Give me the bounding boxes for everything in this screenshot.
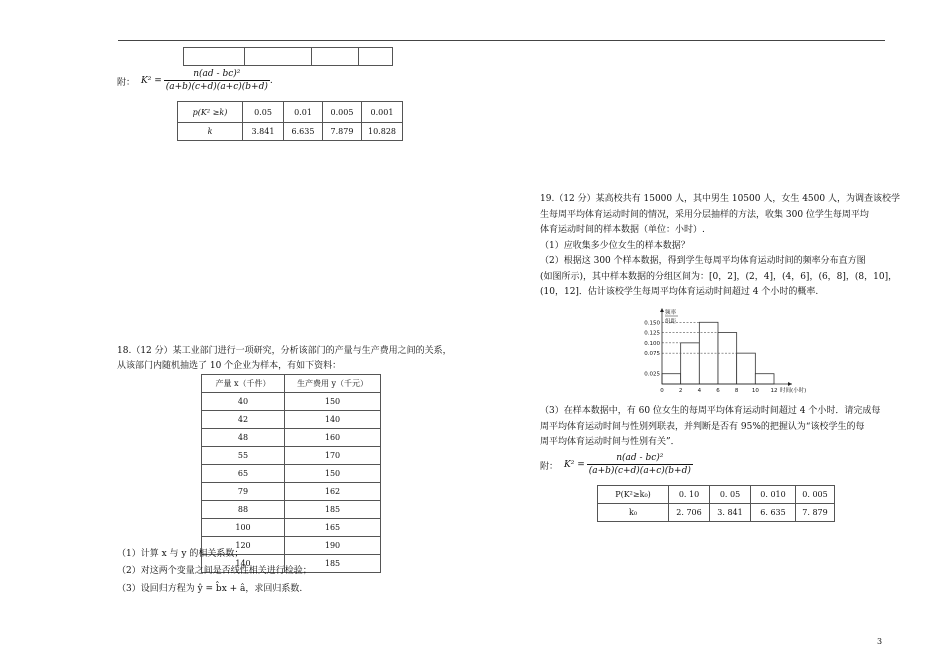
- table-row: [202, 483, 381, 501]
- table-header-cell: 0.005: [323, 102, 362, 123]
- table-cell: 48: [202, 429, 285, 447]
- table-row: [178, 102, 403, 123]
- histogram-bar: [662, 374, 681, 384]
- table-cell: 79: [202, 483, 285, 501]
- table-row: [598, 486, 835, 504]
- table-row: [202, 429, 381, 447]
- formula-numerator: n(ad - bc)²: [193, 69, 241, 79]
- table-row: [202, 375, 381, 393]
- q19-text-block: [540, 192, 900, 301]
- q18-subquestion-1: （1）计算 x 与 y 的相关系数；: [117, 549, 244, 559]
- formula-fraction: [587, 452, 693, 478]
- table-header-cell: 生产费用 y（千元）: [285, 375, 381, 393]
- table-row: [202, 501, 381, 519]
- y-tick-label: 0.075: [644, 351, 660, 358]
- table-cell: 165: [285, 519, 381, 537]
- q19-part3-line: 周平均体育运动时间与性别列联表，并判断是否有 95%的把握认为“该校学生的每: [540, 421, 865, 432]
- table-cell: 65: [202, 465, 285, 483]
- table-cell: 162: [285, 483, 381, 501]
- table-header-cell: 0. 010: [751, 486, 796, 504]
- y-tick-label: 0.100: [644, 340, 660, 347]
- table-row: [202, 447, 381, 465]
- table-cell: 2. 706: [669, 504, 710, 522]
- table-row: [598, 504, 835, 522]
- y-axis-arrow-icon: [660, 308, 664, 312]
- q19-line: 生每周平均体育运动时间的情况，采用分层抽样的方法，收集 300 位学生每周平均: [540, 209, 869, 220]
- table-header-cell: 0.05: [243, 102, 284, 123]
- q19-line: (10，12]．估计该校学生每周平均体育运动时间超过 4 个小时的概率.: [540, 287, 819, 297]
- q18-intro-line-2: 从该部门内随机抽选了 10 个企业为样本，有如下资料：: [117, 361, 342, 371]
- table-header-cell: 0.001: [362, 102, 403, 123]
- x-axis-label: 时间(小时): [780, 388, 807, 394]
- table-cell: 140: [285, 411, 381, 429]
- table-row: [184, 48, 393, 66]
- y-tick-label: 0.125: [644, 330, 660, 337]
- table-cell: k₀: [598, 504, 669, 522]
- table-cell: 3.841: [243, 123, 284, 141]
- table-cell: 140: [202, 555, 285, 573]
- table-cell: 120: [202, 537, 285, 555]
- q19-part3-line: 周平均体育运动时间与性别有关”．: [540, 437, 680, 447]
- x-tick-label: 2: [678, 388, 683, 394]
- table-cell: 42: [202, 411, 285, 429]
- table-cell: 10.828: [362, 123, 403, 141]
- table-cell: 100: [202, 519, 285, 537]
- y-axis-label-top: 频率: [665, 310, 677, 316]
- table-cell: 170: [285, 447, 381, 465]
- formula-numerator: n(ad - bc)²: [616, 453, 664, 463]
- table-cell: 7. 879: [796, 504, 835, 522]
- critical-value-table-left: [177, 101, 403, 141]
- chi-square-formula-top: [117, 68, 273, 94]
- formula-lhs: K² =: [141, 76, 162, 86]
- table-row: [202, 465, 381, 483]
- formula-label: 附：: [540, 461, 559, 472]
- header-rule: [118, 40, 885, 41]
- table-row: [202, 393, 381, 411]
- q19-line: (如图所示)，其中样本数据的分组区间为：[0，2]，(2，4]，(4，6]，(6，8]，(8，10]，: [540, 271, 898, 282]
- table-cell: 185: [285, 501, 381, 519]
- table-header-cell: p(K² ≥k): [178, 102, 243, 123]
- histogram-bar: [681, 343, 700, 384]
- chi-square-formula-right: [540, 452, 693, 478]
- table-header-cell: 0. 10: [669, 486, 710, 504]
- top-partial-table: [183, 47, 393, 66]
- table-cell: 88: [202, 501, 285, 519]
- table-header-cell: 0. 05: [710, 486, 751, 504]
- table-cell: [312, 48, 359, 66]
- q19-line: （2）根据这 300 个样本数据，得到学生每周平均体育运动时间的频率分布直方图: [540, 256, 866, 266]
- table-cell: 40: [202, 393, 285, 411]
- table-cell: 7.879: [323, 123, 362, 141]
- q18-data-table: [201, 374, 381, 573]
- table-header-cell: 0. 005: [796, 486, 835, 504]
- formula-denominator: (a+b)(c+d)(a+c)(b+d): [165, 82, 268, 92]
- x-tick-label: 6: [716, 388, 720, 394]
- q18-subquestion-3: （3）设回归方程为 ŷ = b̂x + â，求回归系数.: [117, 584, 303, 594]
- table-cell: 150: [285, 393, 381, 411]
- q19-line: 体育运动时间的样本数据（单位：小时）.: [540, 225, 705, 235]
- table-row: [202, 411, 381, 429]
- histogram-bar: [718, 333, 737, 384]
- table-header-cell: 0.01: [284, 102, 323, 123]
- y-tick-label: 0.025: [644, 371, 660, 378]
- formula-denominator: (a+b)(c+d)(a+c)(b+d): [588, 466, 691, 476]
- table-cell: 6. 635: [751, 504, 796, 522]
- x-axis-arrow-icon: [788, 382, 792, 386]
- x-tick-label: 0: [660, 388, 664, 394]
- frequency-histogram: [630, 304, 807, 398]
- table-cell: 6.635: [284, 123, 323, 141]
- q18-subquestion-2: （2）对这两个变量之间是否线性相关进行检验；: [117, 566, 312, 576]
- q19-line: （1）应收集多少位女生的样本数据？: [540, 240, 690, 251]
- table-cell: [245, 48, 312, 66]
- table-header-cell: 产量 x（千件）: [202, 375, 285, 393]
- q19-part3-block: [540, 404, 880, 451]
- y-tick-label: 0.150: [644, 320, 660, 327]
- histogram-bar: [737, 353, 756, 384]
- x-tick-label: 12: [770, 388, 778, 394]
- q19-line: 19.（12 分）某高校共有 15000 人，其中男生 10500 人，女生 4500 人，为调查该校学: [540, 194, 900, 204]
- x-tick-label: 10: [751, 388, 759, 394]
- table-cell: k: [178, 123, 243, 141]
- critical-value-table-right: [597, 485, 835, 522]
- q18-intro-line-1: 18.（12 分）某工业部门进行一项研究，分析该部门的产量与生产费用之间的关系，: [117, 346, 452, 356]
- x-tick-label: 4: [697, 388, 702, 394]
- table-cell: [184, 48, 245, 66]
- y-axis-label-bottom: 组距: [665, 319, 677, 325]
- table-row: [202, 519, 381, 537]
- table-cell: 190: [285, 537, 381, 555]
- table-cell: 55: [202, 447, 285, 465]
- table-row: [178, 123, 403, 141]
- formula-lhs: K² =: [564, 460, 585, 470]
- histogram-plot: [644, 308, 806, 394]
- page-number: 3: [877, 637, 883, 646]
- table-cell: 185: [285, 555, 381, 573]
- table-cell: [359, 48, 393, 66]
- table-cell: 160: [285, 429, 381, 447]
- x-tick-label: 8: [734, 388, 739, 394]
- formula-fraction: [164, 68, 270, 94]
- table-cell: 150: [285, 465, 381, 483]
- formula-label: 附：: [117, 77, 136, 88]
- table-cell: 3. 841: [710, 504, 751, 522]
- table-header-cell: P(K²≥k₀): [598, 486, 669, 504]
- q19-part3-line: （3）在样本数据中，有 60 位女生的每周平均体育运动时间超过 4 个小时．请完成每: [540, 406, 881, 416]
- formula-trail: .: [269, 76, 273, 86]
- histogram-bar: [755, 374, 774, 384]
